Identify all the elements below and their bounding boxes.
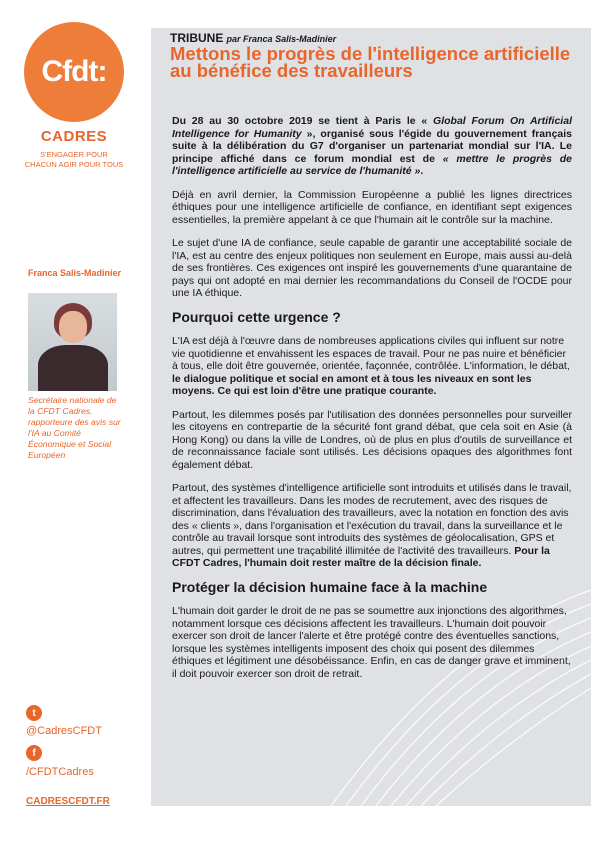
byline: par Franca Salis-Madinier — [226, 34, 337, 44]
article-title: Mettons le progrès de l'intelligence artificielle au bénéfice des travailleurs — [170, 43, 571, 81]
paragraph: L'humain doit garder le droit de ne pas se soumettre aux injonctions des algorithmes, notamment lorsque ces décisions affectent les travailleurs. L'humain doit pouvoir exercer son droit de lancer l'alerte et être protégé contre des éventuelles sanctions, lorsque les systèmes intelligents imposent des choix qui posent des dilemmes éthiques et légitiment une désobéissance. Enfin, en cas de danger grave et imminent, il doit pouvoir exercer son droit de retrait. — [172, 605, 571, 680]
section-heading: Protéger la décision humaine face à la machine — [172, 578, 488, 595]
paragraph: Déjà en avril dernier, la Commission Européenne a publié les lignes directrices éthiques pour une intelligence artificielle de confiance, en identifiant sept exigences essentielles, la première appelant à ce que l'humain ait le contrôle sur la machine. — [172, 188, 572, 226]
paragraph: Partout, les dilemmes posés par l'utilisation des données personnelles pour surveiller les citoyens en contrepartie de la sécurité font grand débat, que cela soit en Asie (à Hong Kong) ou dans la ville de Londres, où de plus en plus d'outils de surveillance et de reconnaissance faciale sont utilisés. Les décisions opaques des algorithmes font également débat. — [172, 408, 572, 471]
author-name: Franca Salis-Madinier — [28, 268, 122, 278]
facebook-handle[interactable]: /CFDTCadres — [26, 766, 94, 778]
brand-name: CADRES — [40, 128, 108, 145]
twitter-handle[interactable]: @CadresCFDT — [26, 725, 102, 737]
facebook-icon[interactable]: f — [26, 745, 42, 761]
section-heading: Pourquoi cette urgence ? — [172, 308, 341, 325]
author-photo — [28, 293, 117, 391]
paragraph: Le sujet d'une IA de confiance, seule capable de garantir une acceptabilité sociale de l'IA, est au centre des enjeux politiques non seulement en Europe, mais aussi au-delà de ses frontières. Ces exigences ont inspiré les gouvernements d'une quarantaine de pays qui ont adopté en mai dernier les recommandations du Conseil de l'OCDE pour une IA éthique. — [172, 237, 572, 299]
lead-paragraph: Du 28 au 30 octobre 2019 se tient à Paris le « Global Forum On Artificial Intelligence for Humanity », organisé sous l'égide du gouvernement français suite à la délibération du G7 d'organiser un partenariat mondial sur l'IA. Le principe affiché dans ce forum mondial est de « mettre le progrès de l'intelligence artificielle au service de l'humanité ». — [172, 115, 573, 177]
article-body — [172, 115, 572, 691]
author-role: Secrétaire nationale de la CFDT Cadres, rapporteure des avis sur l'IA au Comité Économique et Social Européen — [28, 395, 121, 460]
logo-text: Cfdt: — [41, 55, 107, 88]
kicker-label: TRIBUNE — [170, 31, 224, 45]
cfdt-logo — [24, 22, 124, 122]
twitter-icon[interactable]: t — [26, 705, 42, 721]
website-link[interactable]: CADRESCFDT.FR — [26, 796, 110, 807]
brand-tagline: S'ENGAGER POUR CHACUN AGIR POUR TOUS — [24, 150, 124, 169]
paragraph: Partout, des systèmes d'intelligence artificielle sont introduits et utilisés dans le travail, et affectent les travailleurs. Dans les modes de recrutement, avec des risques de discrimination, dans l'évaluation des travailleurs, avec la notation en fonction des avis des « clients », dans l'organisation et l'exécution du travail, dans la surveillance et le contrôle au travail lorsque sont introduits des systèmes de géolocalisation, GPS et autres, qui permettent une traçabilité illimitée de l'activité des travailleurs. Pour la CFDT Cadres, l'humain doit rester maître de la décision finale. — [172, 482, 572, 569]
paragraph: L'IA est déjà à l'œuvre dans de nombreuses applications civiles qui influent sur notre vie quotidienne et envahissent les espaces de travail. Pour ne pas nuire et bénéficier à tous, elle doit être gouvernée, orientée, façonnée, contrôlée. L'information, le débat, le dialogue politique et social en amont et à tous les niveaux en sont les moyens. Ce qui est loin d'être une pratique courante. — [172, 335, 570, 397]
